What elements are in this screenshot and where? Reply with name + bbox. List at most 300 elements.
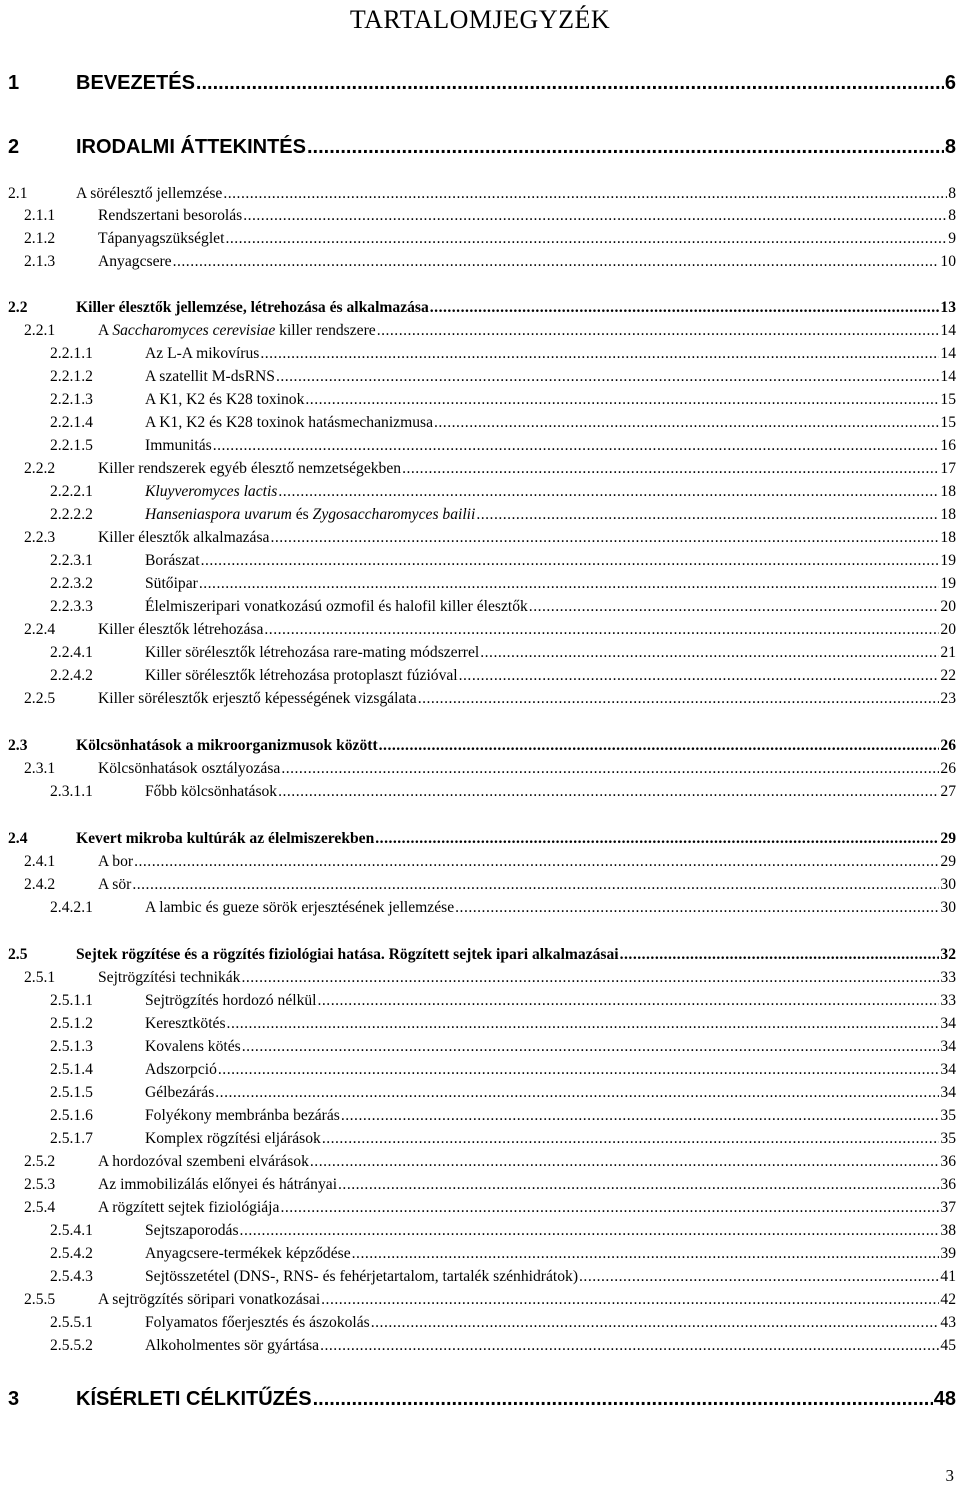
toc-entry-title	[98, 967, 240, 989]
toc-entry-title	[145, 1312, 370, 1334]
toc-entry-title	[76, 944, 619, 966]
toc-entry-title-segment: Kölcsönhatások a mikroorganizmusok között	[76, 737, 378, 754]
toc-entry-title-segment: Borászat	[145, 552, 200, 569]
toc-dot-leader	[173, 251, 940, 273]
toc-entry-title-segment: Sejtszaporodás	[145, 1222, 239, 1239]
toc-page-number: 20	[940, 621, 956, 638]
toc-entry-number: 2.5.5	[24, 1291, 56, 1308]
toc-entry-title	[98, 251, 172, 273]
toc-entry-title	[145, 573, 198, 595]
toc-entry-2-5-2[interactable]	[24, 1151, 956, 1173]
toc-entry-2-2-3[interactable]	[24, 527, 956, 549]
toc-dot-leader	[270, 527, 939, 549]
toc-entry-number: 2.5.4.2	[50, 1245, 93, 1262]
toc-entry-title-segment: BEVEZETÉS	[76, 72, 195, 94]
toc-entry-title-segment: Komplex rögzítési eljárások	[145, 1130, 321, 1147]
toc-entry-title	[98, 619, 263, 641]
toc-entry-title	[145, 550, 200, 572]
toc-page-number: 14	[940, 322, 956, 339]
toc-dot-leader	[352, 1243, 940, 1265]
toc-entry-2-3-1-1[interactable]	[50, 781, 956, 803]
toc-dot-leader	[455, 897, 939, 919]
toc-entry-2-5[interactable]	[8, 944, 956, 966]
toc-entry-title-segment: Killer élesztők létrehozása	[98, 621, 264, 638]
toc-entry-number: 2.2.1.1	[50, 345, 93, 362]
toc-page-number: 14	[940, 345, 956, 362]
toc-entry-title-segment: Sütőipar	[145, 575, 198, 592]
toc-entry-title	[145, 596, 528, 618]
toc-entry-title-segment: Kluyveromyces lactis	[145, 483, 278, 500]
toc-entry-number: 2.2.3.3	[50, 598, 93, 615]
toc-entry-title	[145, 665, 458, 687]
toc-page-number: 33	[940, 992, 956, 1009]
toc-dot-leader	[476, 504, 939, 526]
toc-entry-title	[145, 1013, 226, 1035]
toc-page-number: 43	[940, 1314, 956, 1331]
toc-entry-title	[145, 1335, 319, 1357]
toc-entry-title	[98, 205, 242, 227]
toc-page-number: 34	[940, 1084, 956, 1101]
toc-entry-number: 2.5.1.1	[50, 992, 93, 1009]
toc-entry-title-segment: A lambic és gueze sörök erjesztésének jellemzése	[145, 899, 455, 916]
toc-entry-number: 2.2.4.2	[50, 667, 93, 684]
toc-entry-title	[145, 1128, 321, 1150]
toc-entry-title	[145, 1266, 578, 1288]
toc-page-number: 34	[940, 1061, 956, 1078]
toc-entry-number: 2.2.3.2	[50, 575, 93, 592]
toc-entry-number: 2.3.1.1	[50, 783, 93, 800]
toc-entry-title-segment: Sejtrögzítési technikák	[98, 969, 241, 986]
toc-entry-2-2-3-2[interactable]	[50, 573, 956, 595]
toc-dot-leader	[310, 1151, 940, 1173]
toc-entry-title	[145, 642, 479, 664]
toc-page-number: 36	[940, 1176, 956, 1193]
toc-dot-leader	[313, 1384, 933, 1414]
toc-entry-2-4-2-1[interactable]	[50, 897, 956, 919]
toc-entry-2-2-2-2[interactable]	[50, 504, 956, 526]
toc-entry-number: 2.2.1.5	[50, 437, 93, 454]
toc-dot-leader	[227, 1013, 940, 1035]
toc-entry-title-segment: Kevert mikroba kultúrák az élelmiszerekben	[76, 830, 375, 847]
toc-entry-number: 2.4	[8, 830, 28, 847]
toc-entry-number: 2.3	[8, 737, 28, 754]
toc-dot-leader	[307, 132, 944, 162]
toc-dot-leader	[341, 1105, 940, 1127]
toc-page-number: 15	[940, 391, 956, 408]
toc-entry-2-2-2[interactable]	[24, 458, 956, 480]
toc-entry-number: 2.2	[8, 299, 28, 316]
toc-dot-leader	[278, 781, 939, 803]
toc-entry-2-2-5[interactable]	[24, 688, 956, 710]
toc-entry-title	[98, 228, 224, 250]
toc-entry-number: 2.5.5.1	[50, 1314, 93, 1331]
toc-dot-leader	[215, 1082, 939, 1104]
toc-page-number: 26	[940, 737, 956, 754]
toc-entry-1[interactable]	[8, 68, 956, 98]
toc-entry-number: 2.2.4	[24, 621, 56, 638]
toc-entry-number: 2.2.1.4	[50, 414, 93, 431]
toc-entry-2-5-1-2[interactable]	[50, 1013, 956, 1035]
toc-dot-leader	[276, 366, 939, 388]
toc-entry-title-segment: A	[98, 322, 113, 339]
toc-entry-title	[76, 1384, 312, 1414]
toc-page-number: 6	[944, 72, 956, 94]
toc-page-number: 14	[940, 368, 956, 385]
toc-entry-title-segment: Főbb kölcsönhatások	[145, 783, 278, 800]
toc-dot-leader	[320, 1335, 939, 1357]
toc-page-number: 18	[940, 529, 956, 546]
toc-entry-title-segment: Immunitás	[145, 437, 212, 454]
toc-entry-number: 2.2.2.1	[50, 483, 93, 500]
toc-dot-leader	[371, 1312, 940, 1334]
toc-entry-2-4-1[interactable]	[24, 851, 956, 873]
toc-entry-2-2-4-2[interactable]	[50, 665, 956, 687]
toc-entry-title-segment: Az L-A mikovírus	[145, 345, 260, 362]
toc-entry-2-5-5-1[interactable]	[50, 1312, 956, 1334]
toc-entry-title-segment: Killer élesztők alkalmazása	[98, 529, 270, 546]
toc-entry-title-segment: A K1, K2 és K28 toxinok hatásmechanizmusa	[145, 414, 433, 431]
toc-page-number: 15	[940, 414, 956, 431]
toc-entry-title	[145, 1082, 214, 1104]
toc-entry-title	[145, 412, 433, 434]
toc-entry-number: 2.5.1.2	[50, 1015, 93, 1032]
toc-entry-number: 2.5.1.7	[50, 1130, 93, 1147]
toc-dot-leader	[199, 573, 940, 595]
toc-dot-leader	[201, 550, 940, 572]
toc-page-number: 36	[940, 1153, 956, 1170]
toc-entry-2-5-4-2[interactable]	[50, 1243, 956, 1265]
toc-entry-number: 2.5.4.3	[50, 1268, 93, 1285]
toc-entry-title-segment: Hanseniaspora uvarum	[145, 506, 292, 523]
toc-entry-number: 2	[8, 136, 20, 158]
toc-entry-title	[98, 527, 269, 549]
toc-entry-2-5-1-3[interactable]	[50, 1036, 956, 1058]
toc-entry-number: 2.5.2	[24, 1153, 56, 1170]
toc-entry-2-5-4-3[interactable]	[50, 1266, 956, 1288]
toc-page-number: 35	[940, 1107, 956, 1124]
toc-entry-title	[76, 735, 378, 757]
toc-dot-leader	[402, 458, 939, 480]
toc-entry-title	[145, 481, 277, 503]
toc-entry-title	[145, 1243, 351, 1265]
toc-entry-title-segment: Killer sörélesztők erjesztő képességének vizsgálata	[98, 690, 417, 707]
toc-dot-leader	[225, 228, 947, 250]
toc-entry-number: 2.2.5	[24, 690, 56, 707]
toc-dot-leader	[579, 1266, 939, 1288]
toc-entry-2-5-1-5[interactable]	[50, 1082, 956, 1104]
toc-page-number: 19	[940, 552, 956, 569]
toc-dot-leader	[223, 183, 947, 205]
toc-entry-number: 2.5.1.4	[50, 1061, 93, 1078]
toc-entry-title-segment: Kovalens kötés	[145, 1038, 241, 1055]
toc-entry-2-5-1-6[interactable]	[50, 1105, 956, 1127]
toc-entry-2-2-4[interactable]	[24, 619, 956, 641]
toc-entry-2-2-1-2[interactable]	[50, 366, 956, 388]
toc-page-number: 13	[940, 299, 956, 316]
toc-entry-title	[76, 297, 429, 319]
toc-page-number: 21	[940, 644, 956, 661]
toc-entry-title	[145, 897, 454, 919]
toc-page-number: 8	[948, 185, 956, 202]
toc-page-number: 29	[940, 853, 956, 870]
toc-entry-title	[145, 1220, 239, 1242]
toc-entry-title	[98, 758, 280, 780]
toc-entry-title-segment: Anyagcsere-termékek képződése	[145, 1245, 351, 1262]
toc-entry-title	[98, 320, 376, 342]
toc-entry-2[interactable]	[8, 132, 956, 162]
toc-dot-leader	[321, 1289, 939, 1311]
toc-page-number: 8	[944, 136, 956, 158]
toc-page-number: 20	[940, 598, 956, 615]
toc-dot-leader	[218, 1059, 940, 1081]
toc-dot-leader	[260, 343, 939, 365]
page-title: TARTALOMJEGYZÉK	[349, 5, 611, 34]
toc-entry-title	[98, 1197, 279, 1219]
toc-dot-leader	[264, 619, 939, 641]
toc-dot-leader	[375, 828, 939, 850]
toc-page-number: 33	[940, 969, 956, 986]
toc-page-number: 27	[940, 783, 956, 800]
toc-entry-title-segment: Killer rendszerek egyéb élesztő nemzetségekben	[98, 460, 402, 477]
toc-entry-title-segment: Az immobilizálás előnyei és hátrányai	[98, 1176, 338, 1193]
toc-entry-title-segment: Rendszertani besorolás	[98, 207, 243, 224]
toc-entry-title	[76, 828, 374, 850]
toc-entry-2-4[interactable]	[8, 828, 956, 850]
toc-dot-leader	[305, 389, 939, 411]
toc-dot-leader	[480, 642, 939, 664]
toc-dot-leader	[418, 688, 940, 710]
toc-entry-title	[145, 389, 304, 411]
toc-dot-leader	[213, 435, 940, 457]
toc-entry-title-segment: Killer sörélesztők létrehozása protoplaszt fúzióval	[145, 667, 458, 684]
toc-page-number: 30	[940, 876, 956, 893]
toc-page-number: 42	[940, 1291, 956, 1308]
toc-entry-title-segment: és	[291, 506, 313, 523]
toc-dot-leader	[338, 1174, 939, 1196]
toc-entry-title	[98, 688, 417, 710]
toc-entry-number: 2.1.1	[24, 207, 56, 224]
toc-entry-title-segment: Anyagcsere	[98, 253, 172, 270]
toc-dot-leader	[434, 412, 939, 434]
toc-page-number: 38	[940, 1222, 956, 1239]
toc-entry-number: 2.2.2	[24, 460, 56, 477]
toc-entry-title-segment: Folyékony membránba bezárás	[145, 1107, 340, 1124]
toc-entry-number: 2.5.4	[24, 1199, 56, 1216]
toc-entry-title	[98, 874, 131, 896]
toc-entry-title	[98, 851, 133, 873]
toc-dot-leader	[278, 481, 939, 503]
toc-entry-title	[145, 504, 475, 526]
toc-entry-2-2-1[interactable]	[24, 320, 956, 342]
toc-entry-number: 2.5.5.2	[50, 1337, 93, 1354]
toc-entry-number: 2.1	[8, 185, 28, 202]
toc-entry-title	[98, 458, 401, 480]
toc-entry-title	[145, 781, 277, 803]
toc-dot-leader	[196, 68, 944, 98]
toc-dot-leader	[241, 967, 939, 989]
toc-entry-title-segment: Alkoholmentes sör gyártása	[145, 1337, 320, 1354]
toc-entry-title	[145, 1059, 217, 1081]
toc-page-number: 19	[940, 575, 956, 592]
page-number: 3	[945, 1466, 954, 1485]
toc-entry-number: 2.5.1.5	[50, 1084, 93, 1101]
toc-entry-2-2-2-1[interactable]	[50, 481, 956, 503]
toc-entry-title-segment: killer rendszere	[275, 322, 376, 339]
toc-dot-leader	[134, 851, 939, 873]
toc-dot-leader	[243, 205, 947, 227]
toc-entry-title-segment: Adszorpció	[145, 1061, 217, 1078]
toc-entry-2-1[interactable]	[8, 183, 956, 205]
toc-entry-number: 2.2.1	[24, 322, 56, 339]
toc-entry-2-5-4[interactable]	[24, 1197, 956, 1219]
toc-page-number: 45	[940, 1337, 956, 1354]
toc-entry-2-5-5[interactable]	[24, 1289, 956, 1311]
toc-dot-leader	[322, 1128, 940, 1150]
toc-entry-2-3-1[interactable]	[24, 758, 956, 780]
toc-entry-2-4-2[interactable]	[24, 874, 956, 896]
toc-entry-2-1-3[interactable]	[24, 251, 956, 273]
toc-entry-2-2[interactable]	[8, 297, 956, 319]
toc-entry-title-segment: A szatellit M-dsRNS	[145, 368, 275, 385]
toc-page-number: 48	[933, 1388, 956, 1410]
toc-entry-title-segment: A sejtrögzítés söripari vonatkozásai	[98, 1291, 321, 1308]
toc-entry-number: 2.5.3	[24, 1176, 56, 1193]
toc-dot-leader	[377, 320, 940, 342]
toc-entry-number: 2.5	[8, 946, 28, 963]
toc-page-number: 34	[940, 1038, 956, 1055]
toc-entry-title-segment: A hordozóval szembeni elvárások	[98, 1153, 309, 1170]
toc-entry-title-segment: Saccharomyces cerevisiae	[112, 322, 276, 339]
toc-dot-leader	[430, 297, 940, 319]
toc-entry-2-5-3[interactable]	[24, 1174, 956, 1196]
toc-entry-title	[76, 183, 222, 205]
toc-entry-number: 2.5.1	[24, 969, 56, 986]
toc-entry-number: 2.2.3.1	[50, 552, 93, 569]
toc-entry-number: 2.5.1.6	[50, 1107, 93, 1124]
toc-entry-title-segment: Sejtrögzítés hordozó nélkül	[145, 992, 317, 1009]
toc-entry-2-5-1-7[interactable]	[50, 1128, 956, 1150]
toc-entry-2-2-3-1[interactable]	[50, 550, 956, 572]
toc-entry-title	[98, 1174, 337, 1196]
toc-dot-leader	[529, 596, 940, 618]
toc-entry-number: 2.1.2	[24, 230, 56, 247]
toc-entry-2-5-1[interactable]	[24, 967, 956, 989]
toc-entry-2-2-1-4[interactable]	[50, 412, 956, 434]
toc-page-number: 34	[940, 1015, 956, 1032]
toc-entry-number: 2.3.1	[24, 760, 56, 777]
toc-entry-number: 2.5.4.1	[50, 1222, 93, 1239]
toc-entry-2-2-4-1[interactable]	[50, 642, 956, 664]
toc-entry-number: 2.4.2.1	[50, 899, 93, 916]
toc-entry-title-segment: KÍSÉRLETI CÉLKITŰZÉS	[76, 1388, 312, 1410]
toc-entry-title-segment: Élelmiszeripari vonatkozású ozmofil és halofil killer élesztők	[145, 598, 528, 615]
toc-entry-title-segment: A rögzített sejtek fiziológiája	[98, 1199, 280, 1216]
toc-entry-3[interactable]	[8, 1384, 956, 1414]
toc-page-number: 9	[948, 230, 956, 247]
toc-entry-title	[145, 435, 212, 457]
toc-entry-title-segment: Sejtek rögzítése és a rögzítés fiziológiai hatása. Rögzített sejtek ipari alkalmazásai	[76, 946, 619, 963]
toc-page-number: 22	[940, 667, 956, 684]
toc-entry-number: 2.2.1.2	[50, 368, 93, 385]
toc-entry-title-segment: Killer sörélesztők létrehozása rare-mating módszerrel	[145, 644, 480, 661]
toc-entry-2-2-1-5[interactable]	[50, 435, 956, 457]
toc-entry-title	[145, 990, 317, 1012]
toc-page-number: 10	[940, 253, 956, 270]
toc-entry-title	[76, 132, 306, 162]
toc-entry-2-2-1-3[interactable]	[50, 389, 956, 411]
toc-entry-2-5-5-2[interactable]	[50, 1335, 956, 1357]
toc-entry-number: 2.5.1.3	[50, 1038, 93, 1055]
toc-page-number: 35	[940, 1130, 956, 1147]
toc-entry-title	[98, 1289, 320, 1311]
toc-entry-2-5-1-4[interactable]	[50, 1059, 956, 1081]
toc-entry-number: 3	[8, 1388, 20, 1410]
toc-page-number: 23	[940, 690, 956, 707]
toc-entry-title	[145, 366, 275, 388]
toc-entry-title-segment: IRODALMI ÁTTEKINTÉS	[76, 136, 306, 158]
toc-entry-2-2-3-3[interactable]	[50, 596, 956, 618]
toc-entry-2-1-1[interactable]	[24, 205, 956, 227]
toc-dot-leader	[379, 735, 940, 757]
toc-dot-leader	[242, 1036, 940, 1058]
toc-entry-title-segment: A sör	[98, 876, 132, 893]
toc-page-number: 29	[940, 830, 956, 847]
toc-entry-number: 2.2.3	[24, 529, 56, 546]
toc-page-number: 32	[940, 946, 956, 963]
toc-entry-title-segment: Sejtösszetétel (DNS-, RNS- és fehérjetartalom, tartalék szénhidrátok)	[145, 1268, 579, 1285]
toc-entry-number: 2.2.2.2	[50, 506, 93, 523]
toc-entry-number: 1	[8, 72, 20, 94]
toc-entry-number: 2.4.2	[24, 876, 56, 893]
toc-page-number: 37	[940, 1199, 956, 1216]
toc-entry-title-segment: Kölcsönhatások osztályozása	[98, 760, 281, 777]
toc-page-number: 26	[940, 760, 956, 777]
toc-entry-title-segment: A bor	[98, 853, 134, 870]
toc-entry-title	[145, 1036, 241, 1058]
toc-page-number: 8	[948, 207, 956, 224]
toc-page-number: 39	[940, 1245, 956, 1262]
toc-entry-title	[145, 1105, 340, 1127]
toc-entry-title	[76, 68, 195, 98]
toc-dot-leader	[318, 990, 940, 1012]
toc-page-number: 18	[940, 483, 956, 500]
toc-entry-title-segment: Folyamatos főerjesztés és ászokolás	[145, 1314, 370, 1331]
toc-entry-number: 2.2.1.3	[50, 391, 93, 408]
toc-page-number: 30	[940, 899, 956, 916]
toc-entry-title	[98, 1151, 309, 1173]
toc-entry-2-3[interactable]	[8, 735, 956, 757]
toc-entry-title-segment: Zygosaccharomyces bailii	[312, 506, 476, 523]
toc-entry-number: 2.4.1	[24, 853, 56, 870]
toc-entry-2-1-2[interactable]	[24, 228, 956, 250]
toc-page-number: 41	[940, 1268, 956, 1285]
toc-entry-number: 2.1.3	[24, 253, 56, 270]
toc-dot-leader	[240, 1220, 940, 1242]
toc-entry-title-segment: Keresztkötés	[145, 1015, 226, 1032]
toc-dot-leader	[620, 944, 940, 966]
toc-entry-title	[145, 343, 259, 365]
toc-entry-2-2-1-1[interactable]	[50, 343, 956, 365]
toc-dot-leader	[281, 758, 939, 780]
toc-entry-2-5-4-1[interactable]	[50, 1220, 956, 1242]
toc-entry-2-5-1-1[interactable]	[50, 990, 956, 1012]
toc-entry-title-segment: Gélbezárás	[145, 1084, 215, 1101]
toc-dot-leader	[280, 1197, 939, 1219]
toc-entry-title-segment: Tápanyagszükséglet	[98, 230, 225, 247]
toc-page-number: 18	[940, 506, 956, 523]
toc-entry-title-segment: A K1, K2 és K28 toxinok	[145, 391, 305, 408]
toc-entry-number: 2.2.4.1	[50, 644, 93, 661]
